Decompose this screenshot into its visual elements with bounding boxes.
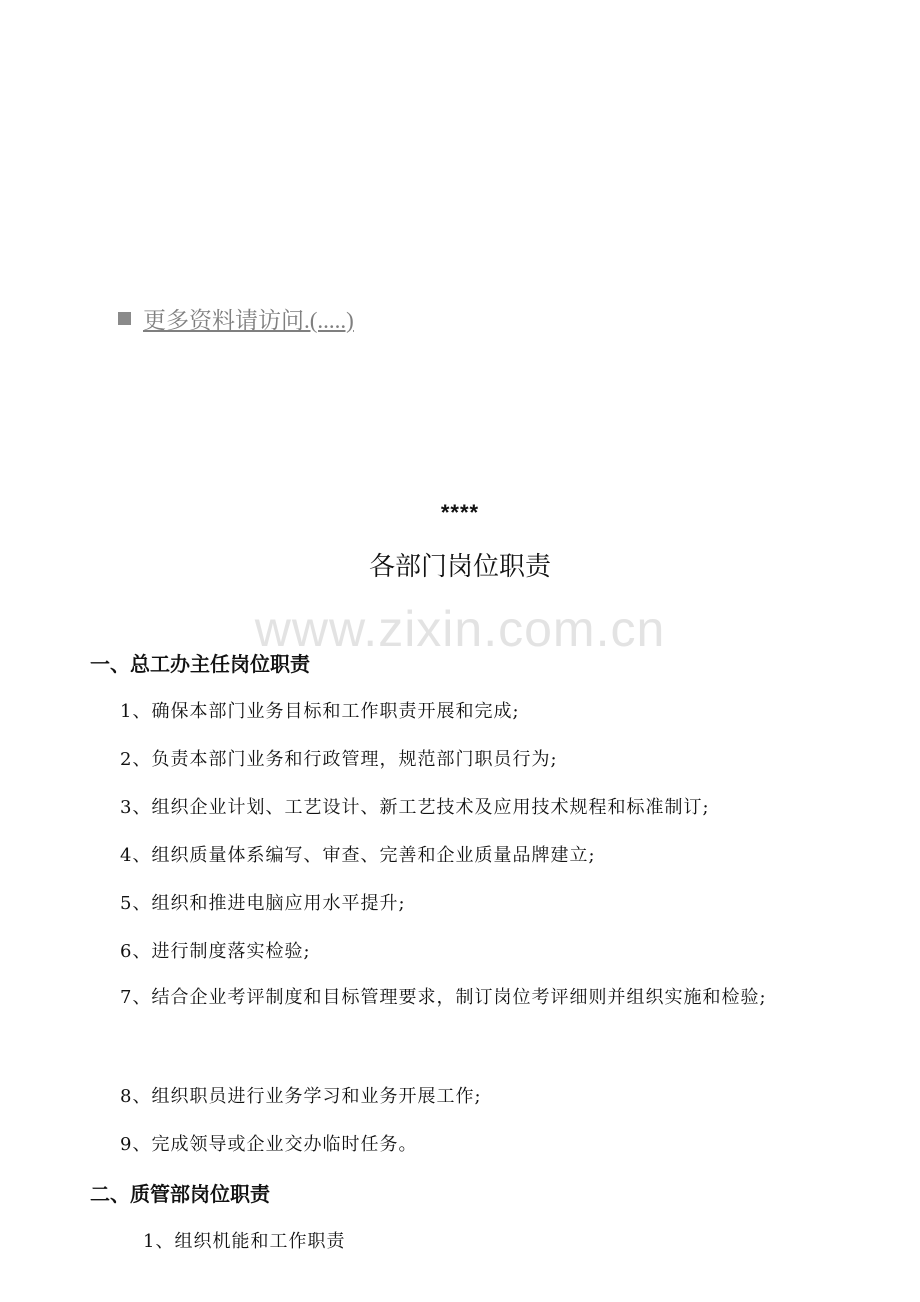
document-title: 各部门岗位职责: [368, 552, 551, 582]
list-item: 8、组织职员进行业务学习和业务开展工作;: [120, 1086, 482, 1107]
list-item: 6、进行制度落实检验;: [120, 941, 311, 962]
list-item: 9、完成领导或企业交办临时任务。: [120, 1134, 418, 1155]
document-stars: ****: [440, 500, 480, 525]
list-item: 3、组织企业计划、工艺设计、新工艺技术及应用技术规程和标准制订;: [120, 797, 710, 818]
list-item: 5、组织和推进电脑应用水平提升;: [120, 893, 406, 914]
more-resources-row: [118, 302, 354, 334]
list-item: 1、组织机能和工作职责: [143, 1231, 346, 1252]
section-heading-1: 一、总工办主任岗位职责: [90, 652, 310, 676]
more-resources-link[interactable]: 更多资料请访问.(.....): [143, 307, 354, 333]
list-item: 1、确保本部门业务目标和工作职责开展和完成;: [120, 701, 520, 722]
list-item: 7、结合企业考评制度和目标管理要求，制订岗位考评细则并组织实施和检验;: [120, 987, 767, 1008]
square-bullet-icon: [118, 312, 131, 325]
section-heading-2: 二、质管部岗位职责: [90, 1182, 270, 1206]
list-item: 4、组织质量体系编写、审查、完善和企业质量品牌建立;: [120, 845, 596, 866]
watermark: www.zixin.com.cn: [254, 601, 666, 657]
list-item: 2、负责本部门业务和行政管理，规范部门职员行为;: [120, 749, 558, 770]
